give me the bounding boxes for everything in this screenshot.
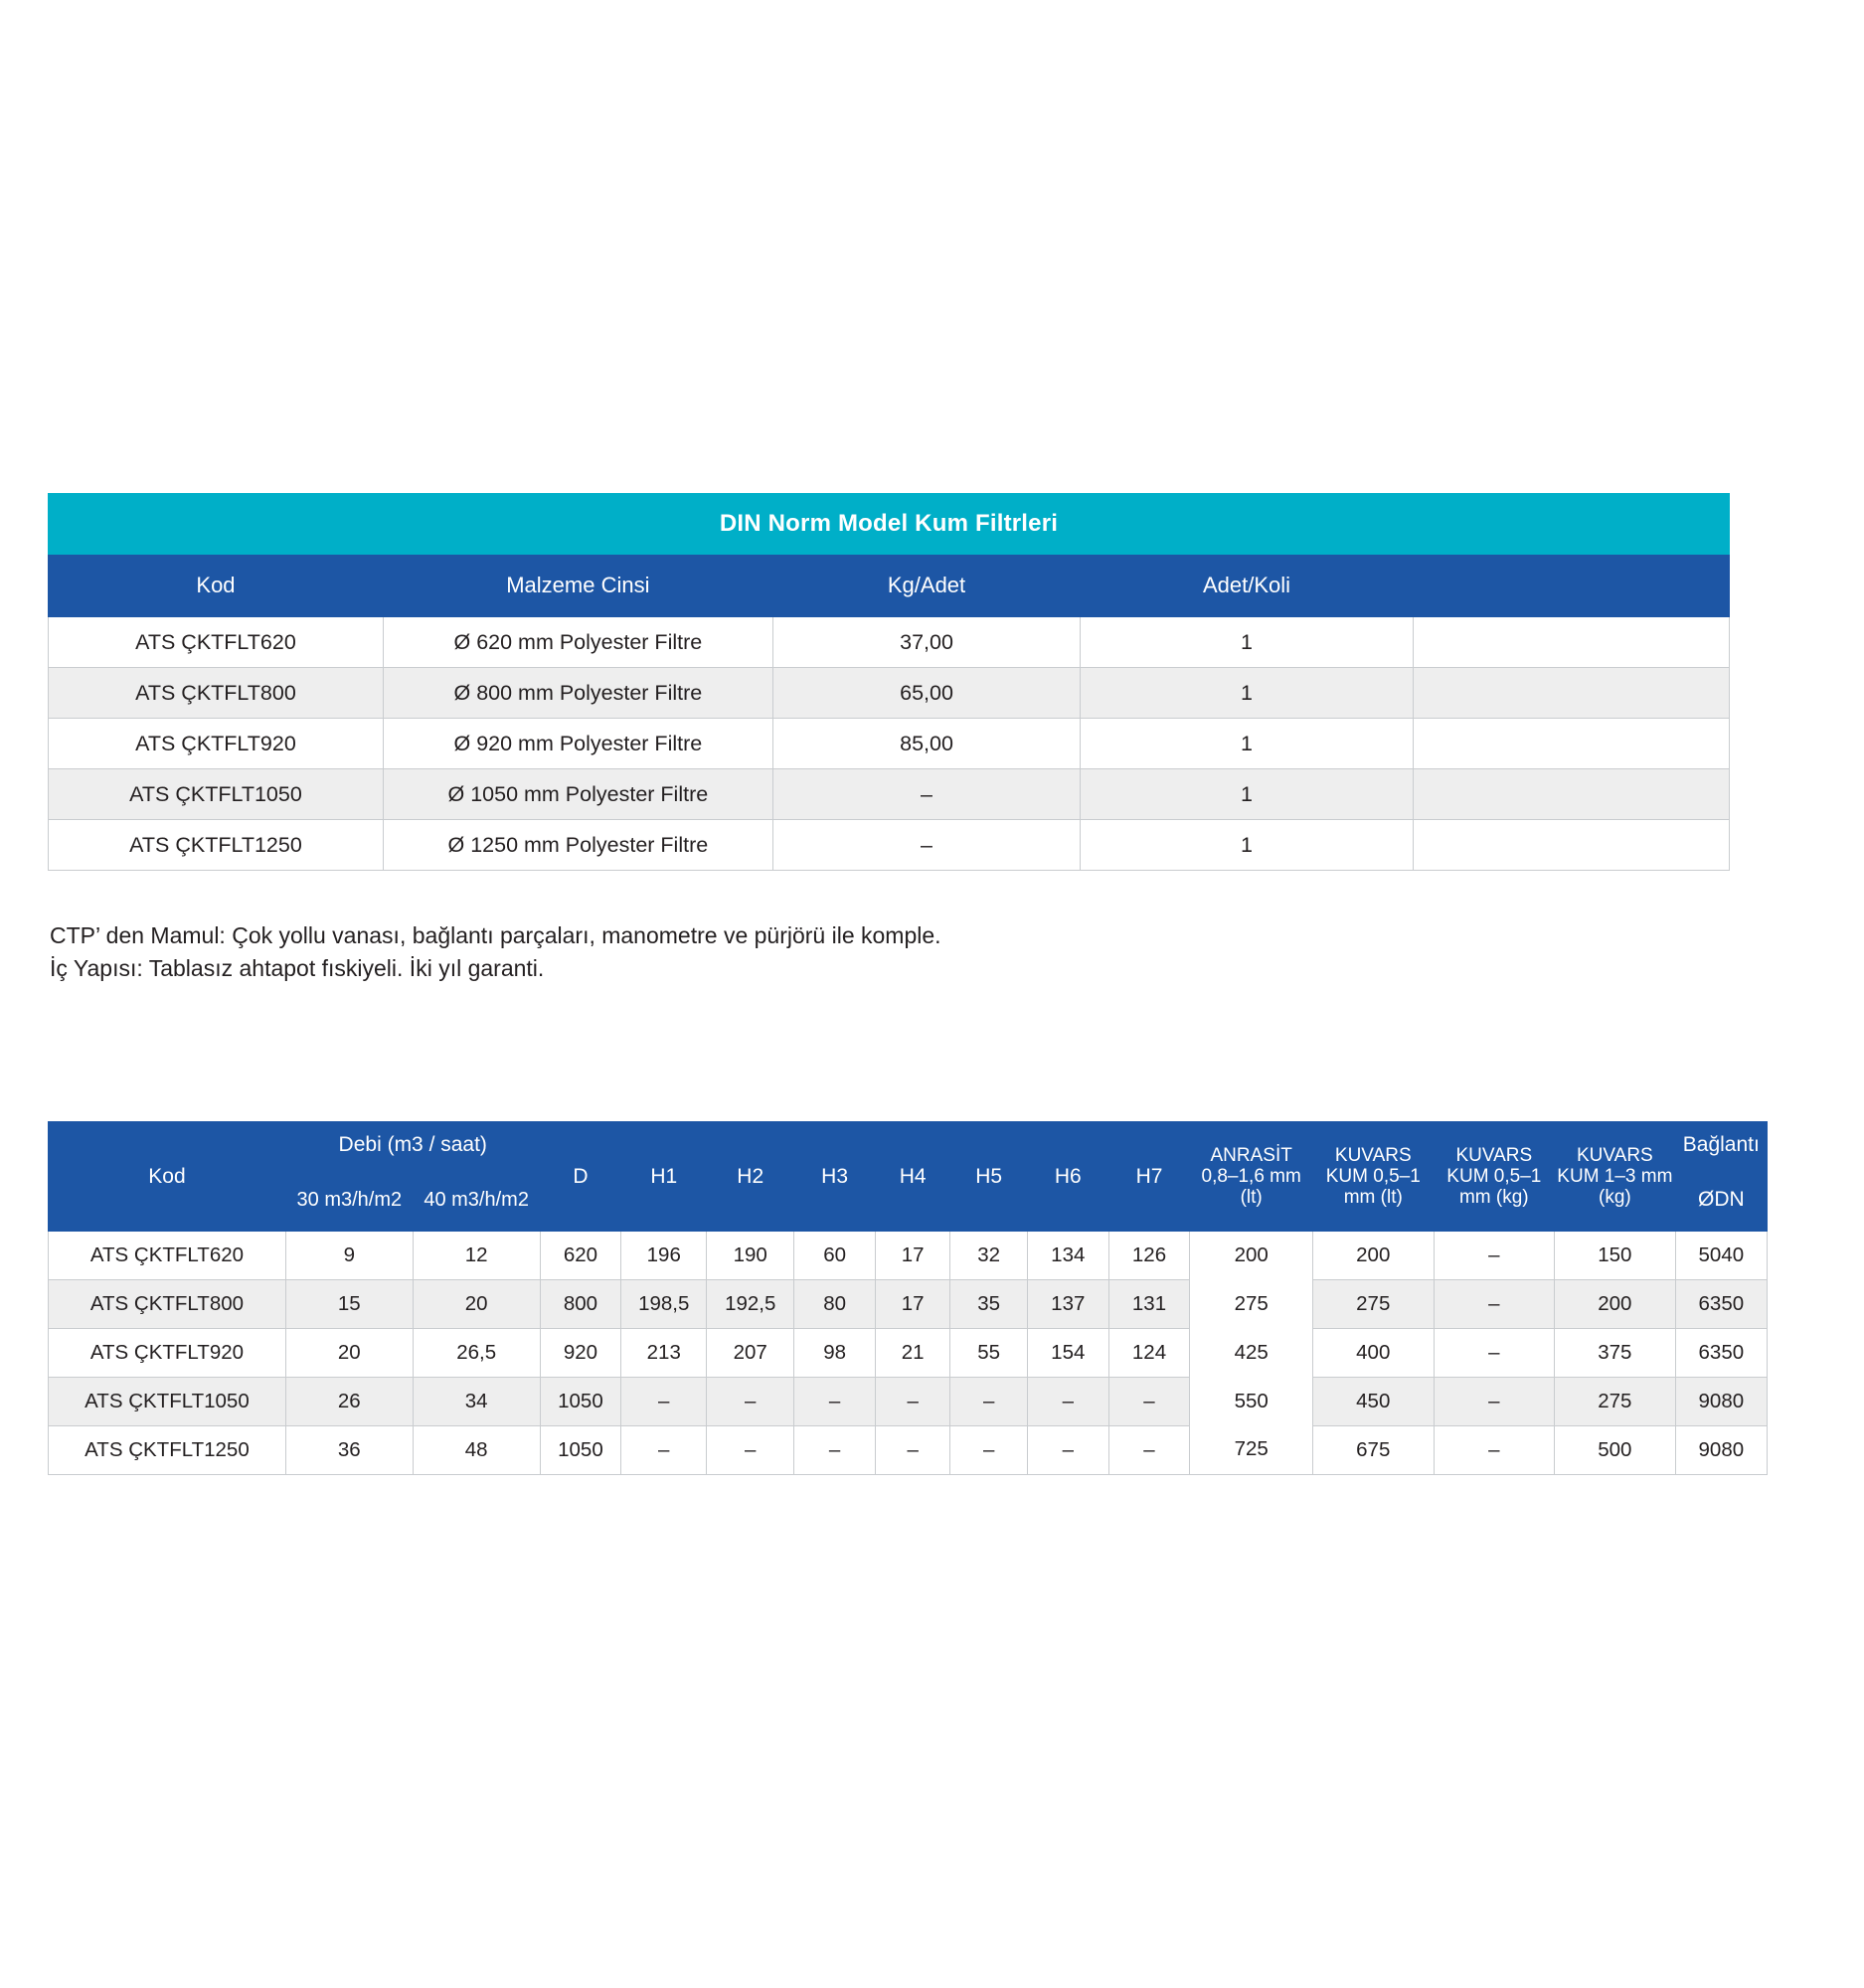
table-row — [49, 1329, 1768, 1378]
cell-kod: ATS ÇKTFLT1250 — [49, 820, 384, 871]
cell-h6: – — [1027, 1378, 1108, 1426]
cell-h2: 192,5 — [707, 1280, 794, 1329]
cell-odn: 5040 — [1675, 1232, 1767, 1280]
header-h2: H2 — [707, 1122, 794, 1232]
cell-malzeme: Ø 620 mm Polyester Filtre — [383, 617, 772, 668]
header-h5: H5 — [950, 1122, 1028, 1232]
cell-debi30: 15 — [285, 1280, 413, 1329]
cell-kod: ATS ÇKTFLT800 — [49, 1280, 286, 1329]
cell-h4: 17 — [875, 1280, 949, 1329]
cell-debi30: 36 — [285, 1426, 413, 1475]
header-debi: Debi (m3 / saat) — [285, 1122, 540, 1169]
header-kod: Kod — [49, 555, 384, 617]
cell-empty — [1413, 668, 1729, 719]
cell-kuvars1: 200 — [1313, 1232, 1435, 1280]
din-norm-filter-table — [48, 493, 1730, 871]
cell-d: 920 — [540, 1329, 621, 1378]
header-h4: H4 — [875, 1122, 949, 1232]
cell-h7: 126 — [1108, 1232, 1190, 1280]
cell-kuvars3: 150 — [1555, 1232, 1676, 1280]
cell-debi30: 26 — [285, 1378, 413, 1426]
header-h7: H7 — [1108, 1122, 1190, 1232]
cell-kg: 65,00 — [772, 668, 1080, 719]
cell-odn: 6350 — [1675, 1280, 1767, 1329]
cell-odn: 9080 — [1675, 1378, 1767, 1426]
cell-debi30: 20 — [285, 1329, 413, 1378]
anrasit-value: 200 — [1234, 1243, 1269, 1267]
table-row — [49, 769, 1730, 820]
cell-debi40: 34 — [413, 1378, 540, 1426]
cell-kg: 37,00 — [772, 617, 1080, 668]
cell-empty — [1413, 769, 1729, 820]
cell-kuvars2: – — [1434, 1232, 1555, 1280]
cell-kuvars1: 275 — [1313, 1280, 1435, 1329]
header-kod: Kod — [49, 1122, 286, 1232]
cell-h5: – — [950, 1378, 1028, 1426]
cell-h1: – — [621, 1378, 707, 1426]
cell-h6: – — [1027, 1426, 1108, 1475]
header-odn: ØDN — [1675, 1169, 1767, 1232]
cell-kg: – — [772, 769, 1080, 820]
cell-malzeme: Ø 1250 mm Polyester Filtre — [383, 820, 772, 871]
header-kg-adet: Kg/Adet — [772, 555, 1080, 617]
cell-d: 1050 — [540, 1426, 621, 1475]
cell-kod: ATS ÇKTFLT1050 — [49, 1378, 286, 1426]
cell-h5: 55 — [950, 1329, 1028, 1378]
cell-debi40: 20 — [413, 1280, 540, 1329]
anrasit-value: 725 — [1234, 1437, 1269, 1461]
cell-debi40: 12 — [413, 1232, 540, 1280]
cell-h4: 21 — [875, 1329, 949, 1378]
cell-malzeme: Ø 800 mm Polyester Filtre — [383, 668, 772, 719]
cell-d: 1050 — [540, 1378, 621, 1426]
header-kuvars-kum-lt: KUVARS KUM 0,5–1 mm (lt) — [1313, 1122, 1435, 1232]
cell-d: 800 — [540, 1280, 621, 1329]
cell-kuvars3: 275 — [1555, 1378, 1676, 1426]
cell-kod: ATS ÇKTFLT1050 — [49, 769, 384, 820]
cell-h6: 137 — [1027, 1280, 1108, 1329]
note-line-2: İç Yapısı: Tablasız ahtapot fıskiyeli. İki yıl garanti. — [50, 955, 545, 982]
cell-kuvars2: – — [1434, 1329, 1555, 1378]
cell-h2: – — [707, 1378, 794, 1426]
cell-h5: – — [950, 1426, 1028, 1475]
cell-adet: 1 — [1081, 617, 1413, 668]
technical-specs-table — [48, 1121, 1768, 1475]
cell-empty — [1413, 719, 1729, 769]
header-baglanti: Bağlantı — [1675, 1122, 1767, 1169]
cell-h4: – — [875, 1426, 949, 1475]
cell-h7: 131 — [1108, 1280, 1190, 1329]
table-row — [49, 1426, 1768, 1475]
table-row — [49, 1232, 1768, 1280]
cell-kod: ATS ÇKTFLT1250 — [49, 1426, 286, 1475]
cell-kod: ATS ÇKTFLT920 — [49, 719, 384, 769]
table2-header-row-1 — [49, 1122, 1768, 1169]
cell-kod: ATS ÇKTFLT620 — [49, 617, 384, 668]
table-title: DIN Norm Model Kum Filtrleri — [49, 494, 1730, 555]
cell-h6: 134 — [1027, 1232, 1108, 1280]
header-debi-40: 40 m3/h/m2 — [413, 1169, 540, 1232]
table-row — [49, 617, 1730, 668]
cell-kod: ATS ÇKTFLT620 — [49, 1232, 286, 1280]
table-row — [49, 820, 1730, 871]
cell-h1: – — [621, 1426, 707, 1475]
cell-adet: 1 — [1081, 769, 1413, 820]
cell-h2: 190 — [707, 1232, 794, 1280]
cell-debi30: 9 — [285, 1232, 413, 1280]
cell-h1: 213 — [621, 1329, 707, 1378]
cell-h7: – — [1108, 1378, 1190, 1426]
header-adet-koli: Adet/Koli — [1081, 555, 1413, 617]
table-row — [49, 1280, 1768, 1329]
cell-h7: 124 — [1108, 1329, 1190, 1378]
cell-malzeme: Ø 920 mm Polyester Filtre — [383, 719, 772, 769]
anrasit-value: 425 — [1234, 1340, 1269, 1364]
header-h3: H3 — [794, 1122, 876, 1232]
cell-kod: ATS ÇKTFLT920 — [49, 1329, 286, 1378]
cell-anrasit-group — [1190, 1232, 1313, 1475]
cell-h2: – — [707, 1426, 794, 1475]
cell-h4: 17 — [875, 1232, 949, 1280]
header-h6: H6 — [1027, 1122, 1108, 1232]
table-row — [49, 1378, 1768, 1426]
table-header-row — [49, 555, 1730, 617]
cell-debi40: 26,5 — [413, 1329, 540, 1378]
cell-kuvars2: – — [1434, 1426, 1555, 1475]
table-row — [49, 719, 1730, 769]
anrasit-value: 550 — [1234, 1389, 1269, 1412]
cell-kod: ATS ÇKTFLT800 — [49, 668, 384, 719]
header-h1: H1 — [621, 1122, 707, 1232]
header-malzeme-cinsi: Malzeme Cinsi — [383, 555, 772, 617]
cell-h1: 198,5 — [621, 1280, 707, 1329]
header-debi-30: 30 m3/h/m2 — [285, 1169, 413, 1232]
anrasit-value: 275 — [1234, 1291, 1269, 1315]
cell-debi40: 48 — [413, 1426, 540, 1475]
cell-h4: – — [875, 1378, 949, 1426]
header-kuvars-kum-kg: KUVARS KUM 0,5–1 mm (kg) — [1434, 1122, 1555, 1232]
cell-adet: 1 — [1081, 719, 1413, 769]
header-kuvars-kum-1-3: KUVARS KUM 1–3 mm (kg) — [1555, 1122, 1676, 1232]
cell-h5: 35 — [950, 1280, 1028, 1329]
cell-kg: 85,00 — [772, 719, 1080, 769]
cell-kg: – — [772, 820, 1080, 871]
cell-kuvars3: 200 — [1555, 1280, 1676, 1329]
cell-kuvars2: – — [1434, 1280, 1555, 1329]
cell-adet: 1 — [1081, 820, 1413, 871]
cell-h7: – — [1108, 1426, 1190, 1475]
cell-kuvars1: 400 — [1313, 1329, 1435, 1378]
cell-odn: 9080 — [1675, 1426, 1767, 1475]
cell-kuvars3: 375 — [1555, 1329, 1676, 1378]
cell-h3: – — [794, 1426, 876, 1475]
cell-d: 620 — [540, 1232, 621, 1280]
cell-malzeme: Ø 1050 mm Polyester Filtre — [383, 769, 772, 820]
table-title-row — [49, 494, 1730, 555]
cell-h2: 207 — [707, 1329, 794, 1378]
cell-h5: 32 — [950, 1232, 1028, 1280]
product-notes — [50, 919, 1541, 986]
cell-h3: – — [794, 1378, 876, 1426]
cell-h3: 60 — [794, 1232, 876, 1280]
cell-kuvars1: 675 — [1313, 1426, 1435, 1475]
cell-kuvars2: – — [1434, 1378, 1555, 1426]
cell-empty — [1413, 820, 1729, 871]
cell-h3: 80 — [794, 1280, 876, 1329]
cell-adet: 1 — [1081, 668, 1413, 719]
header-anrasit: ANRASİT 0,8–1,6 mm (lt) — [1190, 1122, 1313, 1232]
header-d: D — [540, 1122, 621, 1232]
anrasit-values-stack — [1190, 1232, 1312, 1474]
cell-empty — [1413, 617, 1729, 668]
cell-h1: 196 — [621, 1232, 707, 1280]
cell-kuvars1: 450 — [1313, 1378, 1435, 1426]
table-row — [49, 668, 1730, 719]
header-blank — [1413, 555, 1729, 617]
cell-kuvars3: 500 — [1555, 1426, 1676, 1475]
table-din-norm — [48, 493, 1730, 871]
cell-h6: 154 — [1027, 1329, 1108, 1378]
cell-odn: 6350 — [1675, 1329, 1767, 1378]
cell-h3: 98 — [794, 1329, 876, 1378]
note-line-1: CTP’ den Mamul: Çok yollu vanası, bağlantı parçaları, manometre ve pürjörü ile komple. — [50, 922, 941, 948]
table-technical-specs — [48, 1121, 1768, 1475]
